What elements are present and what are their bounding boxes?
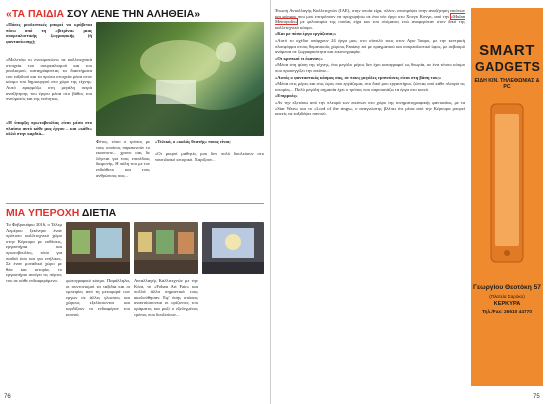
- headline-children-truth: [6, 8, 200, 20]
- page-number-right: 75: [533, 394, 540, 400]
- left-page: [0, 0, 271, 404]
- ad-subtitle: ΕΙΔΗ ΚΙΝ. ΤΗΛΕΦΩΝΙΑΣ & PC: [474, 78, 540, 90]
- intro-text: Ένωση Ανταλλαγής Καλλιτεχνών (ΙΑΕ), στην οποία είχα, πλέον, επιστρέψει στην αναζήτηση εικόνων και φόρμας που μου επιτρέπουν να προχωρήσω σε ένα νέο έργο στο Χονγκ Κονγκ, από την: [275, 8, 465, 19]
- column-3: [155, 139, 264, 199]
- smart-gadgets-ad: [471, 8, 543, 386]
- question-1: «Και με πόσα έργα εργάζεσαι;»: [275, 31, 337, 37]
- answer-3: «Μέσα στις μέρες και στις ώρες που εργάζομαι, στο δικό μου εργαστήριο, ζώντας από κάθε πλευρά τις ιστορίες... Πολύ μεγάλη σημασία έχει ο τρόπος που παρουσιάζω τα έργα στο κοινό.: [275, 81, 465, 92]
- headline-rest: ΣΟΥ ΛΕΝΕ ΤΗΝ ΑΛΗΘΕΙΑ»: [67, 8, 201, 20]
- ad-address: Γεωργίου Θεοτόκη 57: [473, 284, 541, 291]
- intro-question: «Πόσες ρεαλιστικές μπορεί να κρύβεται πίσω από τη «βιτρίνα» μιας σουρεαλιστικής ζωγραφικής (ή φαντασίωσης);: [6, 22, 92, 44]
- headline2-accent: ΜΙΑ ΥΠΕΡΟΧΗ: [6, 207, 80, 219]
- interview-column: [275, 8, 465, 386]
- lower-column-1-text: Το Φεβρουάριο 2016, ο Τέλεμ Λεμέρου ξεκίνησε έναν πρότυπο καλλιτεχνικό χώρο στην Κέρκυρα με εκθέσεις, εργαστήρια και πρωτοβουλίες, τόσο για παιδιά όσο και για ενήλικες. Σε έναν μοναδικό χώρο με θέα και ιστορία, το εργαστήριο ανοίγει τις πόρτες του σε κάθε ενδιαφερόμενο.: [6, 222, 62, 283]
- question-3: «Αυτός ο φανταστικός κόσμος σας, σε ποιες μεγάλες εμπνεύσεις είναι στη βάση του;»: [275, 74, 442, 80]
- lower-column-3-text: Ανταλλαγής Καλλιτεχνών με την Κίνα, το «Fohan Art Fair» και πολλά άλλα σημαντικά τους ακολούθησαν. Εφ' όσης στάσεις αναπτύσσονται οι ορίζοντες του οράματος και μαζί ο εξελιγμένος τρόπος που δουλεύουν...: [134, 278, 198, 317]
- ad-phone: Τηλ./Fax: 26610 44770: [481, 310, 533, 315]
- column-1-text: «Μελετάω κι ενσωματώνω τα καλλιτεχνικά στοιχεία του σουρεαλισμού και του ρεαλισμού, καταγράφοντας τα διαστήματα του ταξιδιού και τα πρώτα στοιχεία μέσα στον κόσμο του δημιουργού στο χώρο της τέχνης. Αυτό εφαρμόζω στη μεγάλη σειρά αναζήτησης του έργου μέσα στο βάθος του πνεύματός και της νεότητας.: [6, 57, 92, 102]
- ad-address-note: (Πλατεία Σαρόκο): [489, 294, 525, 299]
- ad-city: ΚΕΡΚΥΡΑ: [493, 301, 521, 307]
- column-2-text: Φέτος, τόσο ο τρόπος με τους οποίους παρακινούν το εκαστοτε... χρονο σας δε λέγεται για τους επιπέδους διαμονής. Η πάλη του με τον ενδιάθετο και τους ανθρώπους σας...: [96, 139, 150, 178]
- right-page: [271, 0, 548, 404]
- section-divider: [6, 203, 264, 204]
- ad-title-smart: SMART: [479, 42, 535, 59]
- headline-accent: «ΤΑ ΠΑΙΔΙΑ: [6, 8, 65, 20]
- artwork-photo-forest: [96, 22, 264, 136]
- headline2-rest: ΔΙΕΤΙΑ: [81, 207, 117, 219]
- gallery-photo-3: [202, 222, 264, 274]
- page-number-left: 76: [4, 394, 11, 400]
- mulan-metropolis-highlight: «Mulan Metropolis»: [275, 13, 465, 25]
- headline-great-two-years: [6, 207, 116, 219]
- answer-2: «Μέσα στη φύση της τέχνης, ένα μεγάλο μέρος δεν έχει καταγραφεί ως θεωρία, σε ένα τέτοιο κόσμο που προσεγγίζει την εικόνα...: [275, 62, 465, 73]
- column-1-question: «Η ύπαρξη πρωτοβουλίας είναι μέσα στο πλαίσιο αυτό κάθε μας έργου – και «κάθε» αλλά στην καρδιά...: [6, 120, 92, 137]
- question-2: «Οι κριτικοί τι έκαναν;»: [275, 55, 323, 61]
- gallery-photo-2: [134, 222, 198, 274]
- column-3-text: «Οι μικροί μαθητές μου δεν πολύ δουλεύουν στο ναυτιλιακό ιστορικό. Χαρίζουν...: [155, 151, 264, 162]
- question-4: «Επιρροές»: [275, 93, 298, 99]
- answer-4: «Αν την εξετάσω από την πλευρά των εικόνων στο χώρο της κινηματογραφικής φαντασίας, με τα «Star Wars» και το «Lord of the rings», ο αναγνώστης βλέπει ότι μέσα από την Κέρκυρα μπορεί κανείς να ταξιδέψει παντού.: [275, 99, 465, 117]
- phone-icon: [485, 100, 529, 268]
- ad-title-gadgets: GADGETS: [475, 60, 541, 74]
- lower-column-2-text: φωτογραφικό κόσμο. Παράλληλα, οι συντονισμοί τα ταξίδια και οι εμπειρίες από τη μεταφορά των εργων σε άλλες γλωσσες και χώρους εξελίσσονται και κερδίζουν το ενδιαφέρον του κοινού.: [66, 278, 130, 317]
- column-3-question: «Τελικά, ο «καλός θεατής» ποιος είναι;: [155, 139, 231, 144]
- intro-text-after: με φιλοσοφία της οποίας είχα και του ονόματος ενώ αναφερόταν στον δικό της καλλιτεχνικό κόσμο.: [275, 19, 465, 30]
- gallery-photo-1: [66, 222, 130, 274]
- answer-1: «Αυτό το σχέδιο υπάρχουν 24 έργα μου, στο σύνολό τους στον Αγιο Ίσαρο, με την κεντρική πλατφόρμα στους θεματικούς χώρους Fantasy art με πραγματικό και σουρεαλιστικό ύφος, με σεβασμό ανάμεσα σε ζωγραφικότητα και εικονογραφία.: [275, 37, 465, 55]
